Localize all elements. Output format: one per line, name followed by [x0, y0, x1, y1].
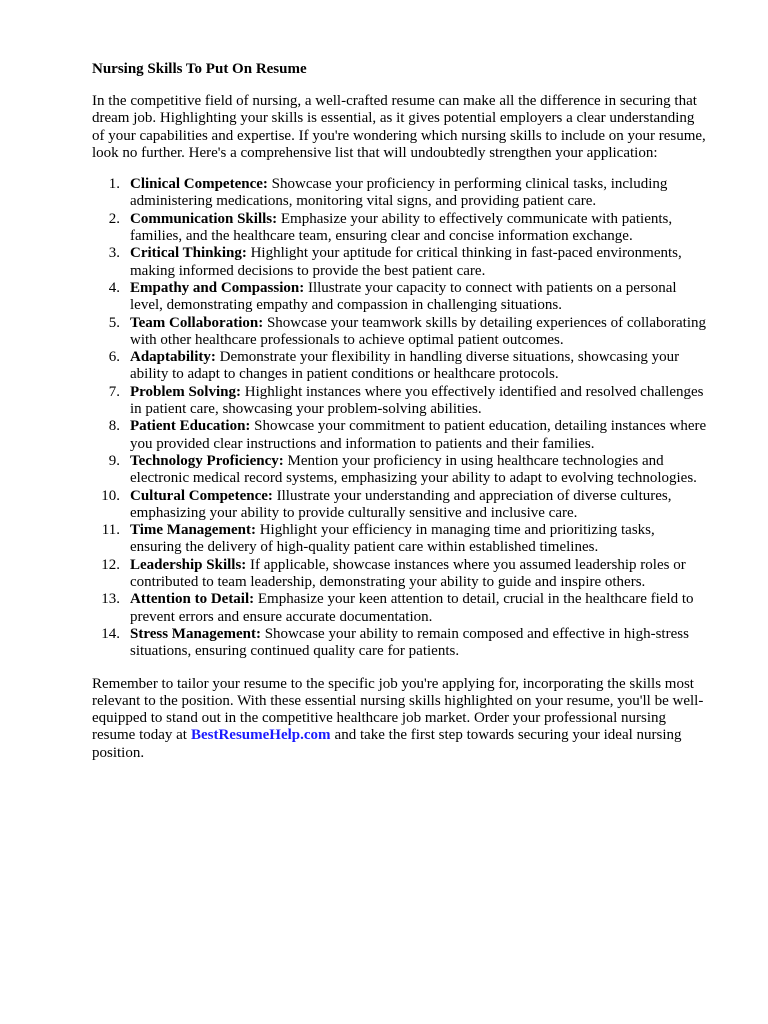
skill-name: Stress Management:	[130, 625, 261, 642]
skill-name: Problem Solving:	[130, 383, 241, 400]
skill-number: 7.	[108, 383, 120, 400]
skill-item	[92, 211, 710, 246]
skill-number: 13.	[101, 591, 120, 608]
skill-item	[92, 418, 710, 453]
skill-name: Cultural Competence:	[130, 487, 273, 504]
skill-name: Critical Thinking:	[130, 245, 247, 262]
skill-number: 1.	[108, 176, 120, 193]
skill-number: 4.	[108, 279, 120, 296]
skill-number: 5.	[108, 314, 120, 331]
skill-number: 9.	[108, 452, 120, 469]
skill-item	[92, 349, 710, 384]
skill-description: Highlight instances where you effectively identified and resolved challenges in patient care, showcasing your problem-solving abilities.	[130, 383, 704, 418]
skill-item	[92, 453, 710, 488]
skill-item	[92, 280, 710, 315]
skill-item	[92, 384, 710, 419]
skill-description: Illustrate your capacity to connect with patients on a personal level, demonstrating empathy and compassion in challenging situations.	[130, 279, 677, 314]
skill-number: 10.	[101, 487, 120, 504]
skill-number: 12.	[101, 556, 120, 573]
skill-name: Patient Education:	[130, 418, 251, 435]
skills-list	[92, 176, 710, 660]
skill-number: 3.	[108, 245, 120, 262]
skill-number: 8.	[108, 418, 120, 435]
skill-description: Emphasize your ability to effectively communicate with patients, families, and the healthcare team, ensuring clear and concise information exchange.	[130, 210, 673, 245]
skill-description: Mention your proficiency in using healthcare technologies and electronic medical record systems, emphasizing your ability to adapt to evolving technologies.	[130, 452, 697, 487]
skill-description: If applicable, showcase instances where you assumed leadership roles or contributed to team leadership, demonstrating your ability to guide and inspire others.	[130, 556, 686, 591]
skill-description: Showcase your teamwork skills by detailing experiences of collaborating with other healthcare professionals to achieve optimal patient outcomes.	[130, 314, 706, 348]
skill-name: Communication Skills:	[130, 210, 278, 227]
best-resume-help-link[interactable]: BestResumeHelp.com	[190, 727, 331, 744]
closing-text-before-link: Remember to tailor your resume to the specific job you're applying for, incorporating the skills most relevant to the position. With these essential nursing skills highlighted on your resume, you'll be well-equipped to stand out in the competitive healthcare job market. Order your professional nursing resume today at	[92, 675, 704, 744]
skill-item	[92, 488, 710, 523]
skill-item	[92, 591, 710, 626]
skill-name: Technology Proficiency:	[130, 452, 284, 469]
skill-description: Highlight your aptitude for critical thinking in fast-paced environments, making informed decisions to provide the best patient care.	[130, 245, 682, 279]
skill-number: 2.	[108, 210, 120, 227]
skill-name: Leadership Skills:	[130, 556, 247, 573]
skill-description: Emphasize your keen attention to detail, crucial in the healthcare field to prevent errors and ensure accurate documentation.	[130, 591, 694, 625]
skill-description: Highlight your efficiency in managing time and prioritizing tasks, ensuring the delivery of high-quality patient care within established timelines.	[130, 522, 655, 556]
skill-item	[92, 176, 710, 211]
skill-item	[92, 315, 710, 350]
skill-name: Time Management:	[130, 522, 256, 539]
skill-name: Empathy and Compassion:	[130, 279, 305, 296]
skill-item	[92, 626, 710, 661]
skill-name: Team Collaboration:	[130, 314, 264, 331]
skill-description: Illustrate your understanding and appreciation of diverse cultures, emphasizing your ability to provide culturally sensitive and inclusive care.	[130, 487, 672, 521]
skill-item	[92, 245, 710, 280]
closing-paragraph	[92, 676, 710, 762]
skill-description: Demonstrate your flexibility in handling diverse situations, showcasing your ability to adapt to changes in patient conditions or healthcare protocols.	[130, 349, 680, 383]
skill-name: Attention to Detail:	[130, 591, 255, 608]
intro-paragraph: In the competitive field of nursing, a well-crafted resume can make all the difference in securing that dream job. Highlighting your skills is essential, as it gives potential employers a clear understanding of your capabilities and expertise. If you're wondering which nursing skills to include on your resume, look no further. Here's a comprehensive list that will undoubtedly strengthen your application:	[92, 93, 706, 161]
skill-item	[92, 557, 710, 592]
skill-item	[92, 522, 710, 557]
document-title: Nursing Skills To Put On Resume	[92, 61, 307, 77]
skill-number: 11.	[101, 522, 120, 539]
closing-text-after-link: and take the first step towards securing your ideal nursing position.	[92, 727, 682, 761]
skill-description: Showcase your ability to remain composed and effective in high-stress situations, ensuring continued quality care for patients.	[130, 625, 689, 660]
skill-name: Clinical Competence:	[130, 176, 268, 193]
skill-description: Showcase your proficiency in performing clinical tasks, including administering medications, monitoring vital signs, and providing patient care.	[130, 176, 668, 210]
skill-name: Adaptability:	[130, 349, 216, 366]
skill-number: 6.	[108, 349, 120, 366]
skill-number: 14.	[101, 625, 120, 642]
skill-description: Showcase your commitment to patient education, detailing instances where you provided clear instructions and information to patients and their families.	[130, 418, 707, 452]
